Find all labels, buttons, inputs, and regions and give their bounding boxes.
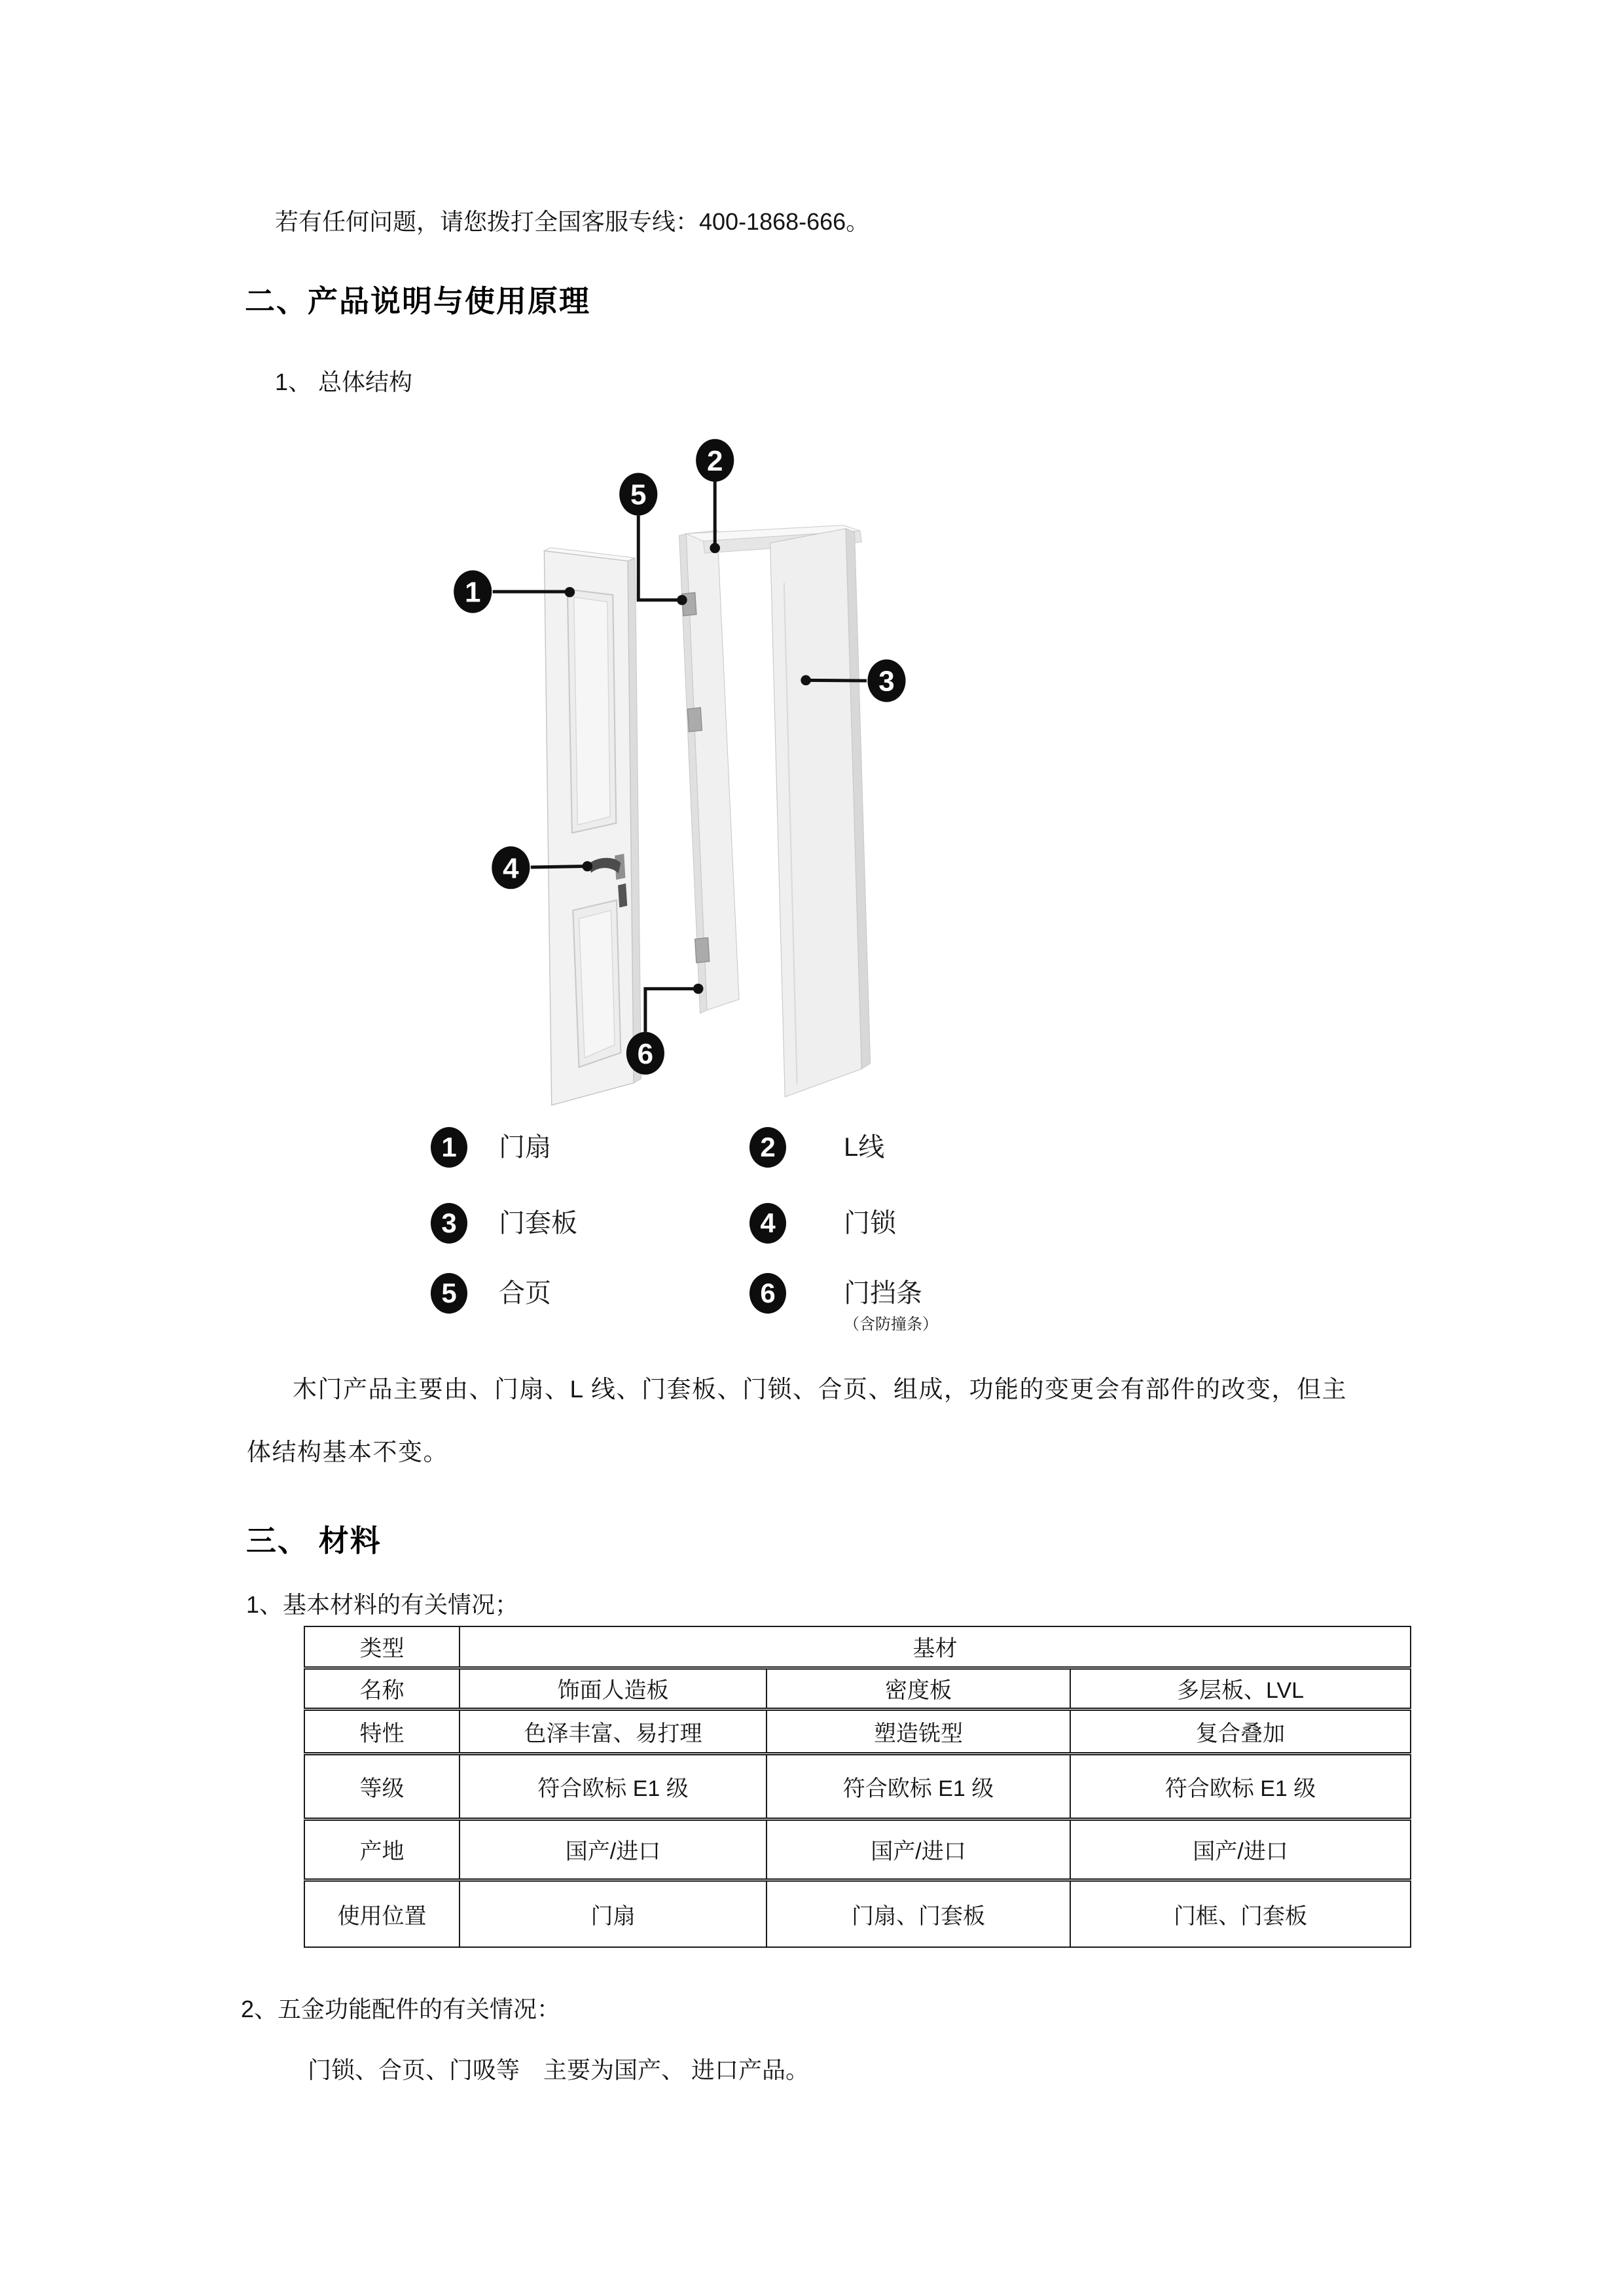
table-cell: 色泽丰富、易打理 <box>460 1709 767 1753</box>
table-cell: 国产/进口 <box>1070 1819 1411 1880</box>
legend-item-2 <box>749 1127 884 1168</box>
legend-badge-1 <box>431 1127 467 1168</box>
legend-label: L线 <box>844 1133 885 1162</box>
svg-text:1: 1 <box>465 576 481 609</box>
structure-paragraph-line1: 木门产品主要由、门扇、L 线、门套板、门锁、合页、组成，功能的变更会有部件的改变，但主 <box>293 1376 1347 1403</box>
table-cell: 类型 <box>304 1626 460 1668</box>
table-cell: 门框、门套板 <box>1070 1880 1411 1947</box>
pointer-dot <box>710 543 720 554</box>
pointer-line <box>645 989 697 1032</box>
section3-sub2-title: 2、五金功能配件的有关情况： <box>241 1996 561 2022</box>
callout-badge-4 <box>492 846 530 889</box>
pointer-dot <box>677 595 687 605</box>
table-cell: 密度板 <box>767 1668 1070 1709</box>
door-frame-casing <box>770 529 871 1097</box>
section3-sub1-title: 1、基本材料的有关情况； <box>246 1591 519 1618</box>
door-leaf <box>544 548 641 1105</box>
table-row-origin <box>304 1819 1411 1880</box>
door-structure-diagram <box>360 386 1080 1106</box>
table-cell: 饰面人造板 <box>460 1668 767 1709</box>
legend-item-1 <box>431 1127 551 1168</box>
table-cell: 基材 <box>460 1626 1411 1668</box>
legend-badge-6 <box>749 1273 786 1314</box>
legend-badge-2 <box>749 1127 786 1168</box>
table-cell: 国产/进口 <box>460 1819 767 1880</box>
materials-table <box>304 1626 1411 1948</box>
legend-badge-num: 3 <box>441 1208 457 1238</box>
legend-badge-num: 4 <box>760 1208 776 1238</box>
callout-badge-2 <box>696 439 734 482</box>
legend-label: 门挡条 <box>844 1279 922 1308</box>
table-cell: 特性 <box>304 1709 460 1753</box>
svg-text:4: 4 <box>503 852 519 885</box>
table-row-feature <box>304 1709 1411 1753</box>
table-cell: 国产/进口 <box>767 1819 1070 1880</box>
legend-sublabel: （含防撞条） <box>844 1316 938 1333</box>
callout-badge-3 <box>867 659 905 702</box>
legend-item-3 <box>431 1203 577 1244</box>
legend-label: 合页 <box>499 1279 551 1308</box>
table-row-grade <box>304 1753 1411 1819</box>
legend-item-5 <box>431 1273 551 1314</box>
callout-badge-6 <box>626 1032 664 1075</box>
service-note: 若有任何问题，请您拨打全国客服专线：400-1868-666。 <box>275 208 870 235</box>
callout-badge-1 <box>454 570 492 613</box>
section2-heading: 二、产品说明与使用原理 <box>245 284 590 318</box>
pointer-line <box>808 680 867 681</box>
table-cell: 符合欧标 E1 级 <box>460 1753 767 1819</box>
legend-label: 门套板 <box>499 1209 577 1238</box>
table-row-type <box>304 1626 1411 1668</box>
table-row-position <box>304 1880 1411 1947</box>
structure-paragraph-line2: 体结构基本不变。 <box>247 1439 448 1465</box>
legend-badge-5 <box>431 1273 467 1314</box>
legend-text-col <box>786 1273 938 1334</box>
table-cell: 等级 <box>304 1753 460 1819</box>
legend-badge-4 <box>749 1203 786 1244</box>
table-cell: 符合欧标 E1 级 <box>767 1753 1070 1819</box>
svg-text:6: 6 <box>637 1037 654 1070</box>
svg-text:2: 2 <box>706 444 723 477</box>
legend-badge-num: 1 <box>441 1132 457 1162</box>
callout-badge-5 <box>619 473 657 516</box>
svg-text:5: 5 <box>630 478 647 511</box>
hinge-icon <box>687 708 702 732</box>
legend-label: 门锁 <box>844 1209 896 1238</box>
pointer-line <box>638 516 680 600</box>
table-cell: 符合欧标 E1 级 <box>1070 1753 1411 1819</box>
table-row-name <box>304 1668 1411 1709</box>
table-cell: 产地 <box>304 1819 460 1880</box>
legend-badge-3 <box>431 1203 467 1244</box>
pointer-dot <box>582 861 592 872</box>
legend-item-4 <box>749 1203 896 1244</box>
hinge-icon <box>695 938 710 963</box>
svg-text:3: 3 <box>878 665 895 698</box>
legend-label: 门扇 <box>499 1133 551 1162</box>
pointer-dot <box>693 984 704 994</box>
hardware-note: 门锁、合页、门吸等 主要为国产、 进口产品。 <box>308 2056 810 2083</box>
table-cell: 复合叠加 <box>1070 1709 1411 1753</box>
table-cell: 塑造铣型 <box>767 1709 1070 1753</box>
legend-badge-num: 6 <box>760 1278 776 1308</box>
pointer-dot <box>801 675 811 686</box>
table-cell: 名称 <box>304 1668 460 1709</box>
table-cell: 门扇、门套板 <box>767 1880 1070 1947</box>
legend-badge-num: 5 <box>441 1278 457 1308</box>
section3-heading: 三、 材料 <box>246 1524 382 1558</box>
legend-badge-num: 2 <box>760 1132 776 1162</box>
section2-sub1-title: 1、 总体结构 <box>275 368 413 395</box>
legend-item-6 <box>749 1273 938 1334</box>
table-cell: 使用位置 <box>304 1880 460 1947</box>
pointer-dot <box>565 587 575 598</box>
table-cell: 多层板、LVL <box>1070 1668 1411 1709</box>
table-cell: 门扇 <box>460 1880 767 1947</box>
